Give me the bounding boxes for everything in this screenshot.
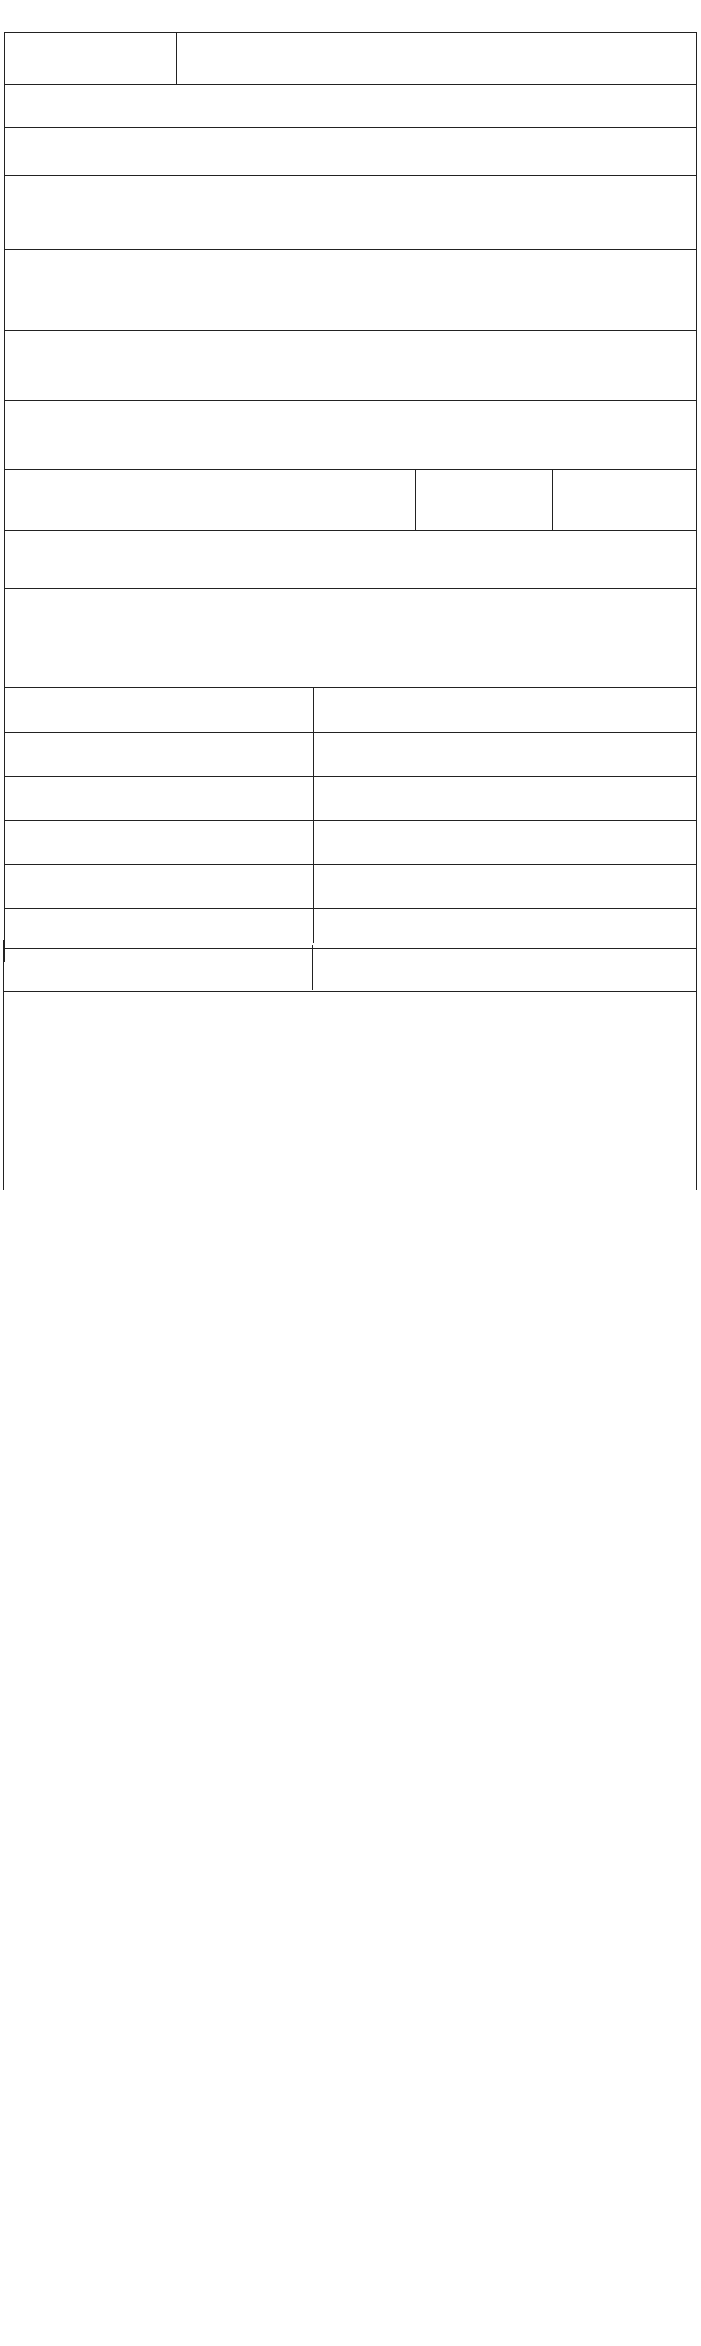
skill-rating-cell[interactable] (314, 909, 696, 948)
skill-rating-cell[interactable] (314, 733, 696, 776)
skill-rating-cell[interactable] (314, 688, 696, 732)
skill-rating-cell[interactable] (314, 865, 696, 908)
skill-rating-cell[interactable] (314, 777, 696, 820)
skill-rating-cell[interactable] (314, 821, 696, 864)
age-input[interactable] (178, 32, 378, 84)
